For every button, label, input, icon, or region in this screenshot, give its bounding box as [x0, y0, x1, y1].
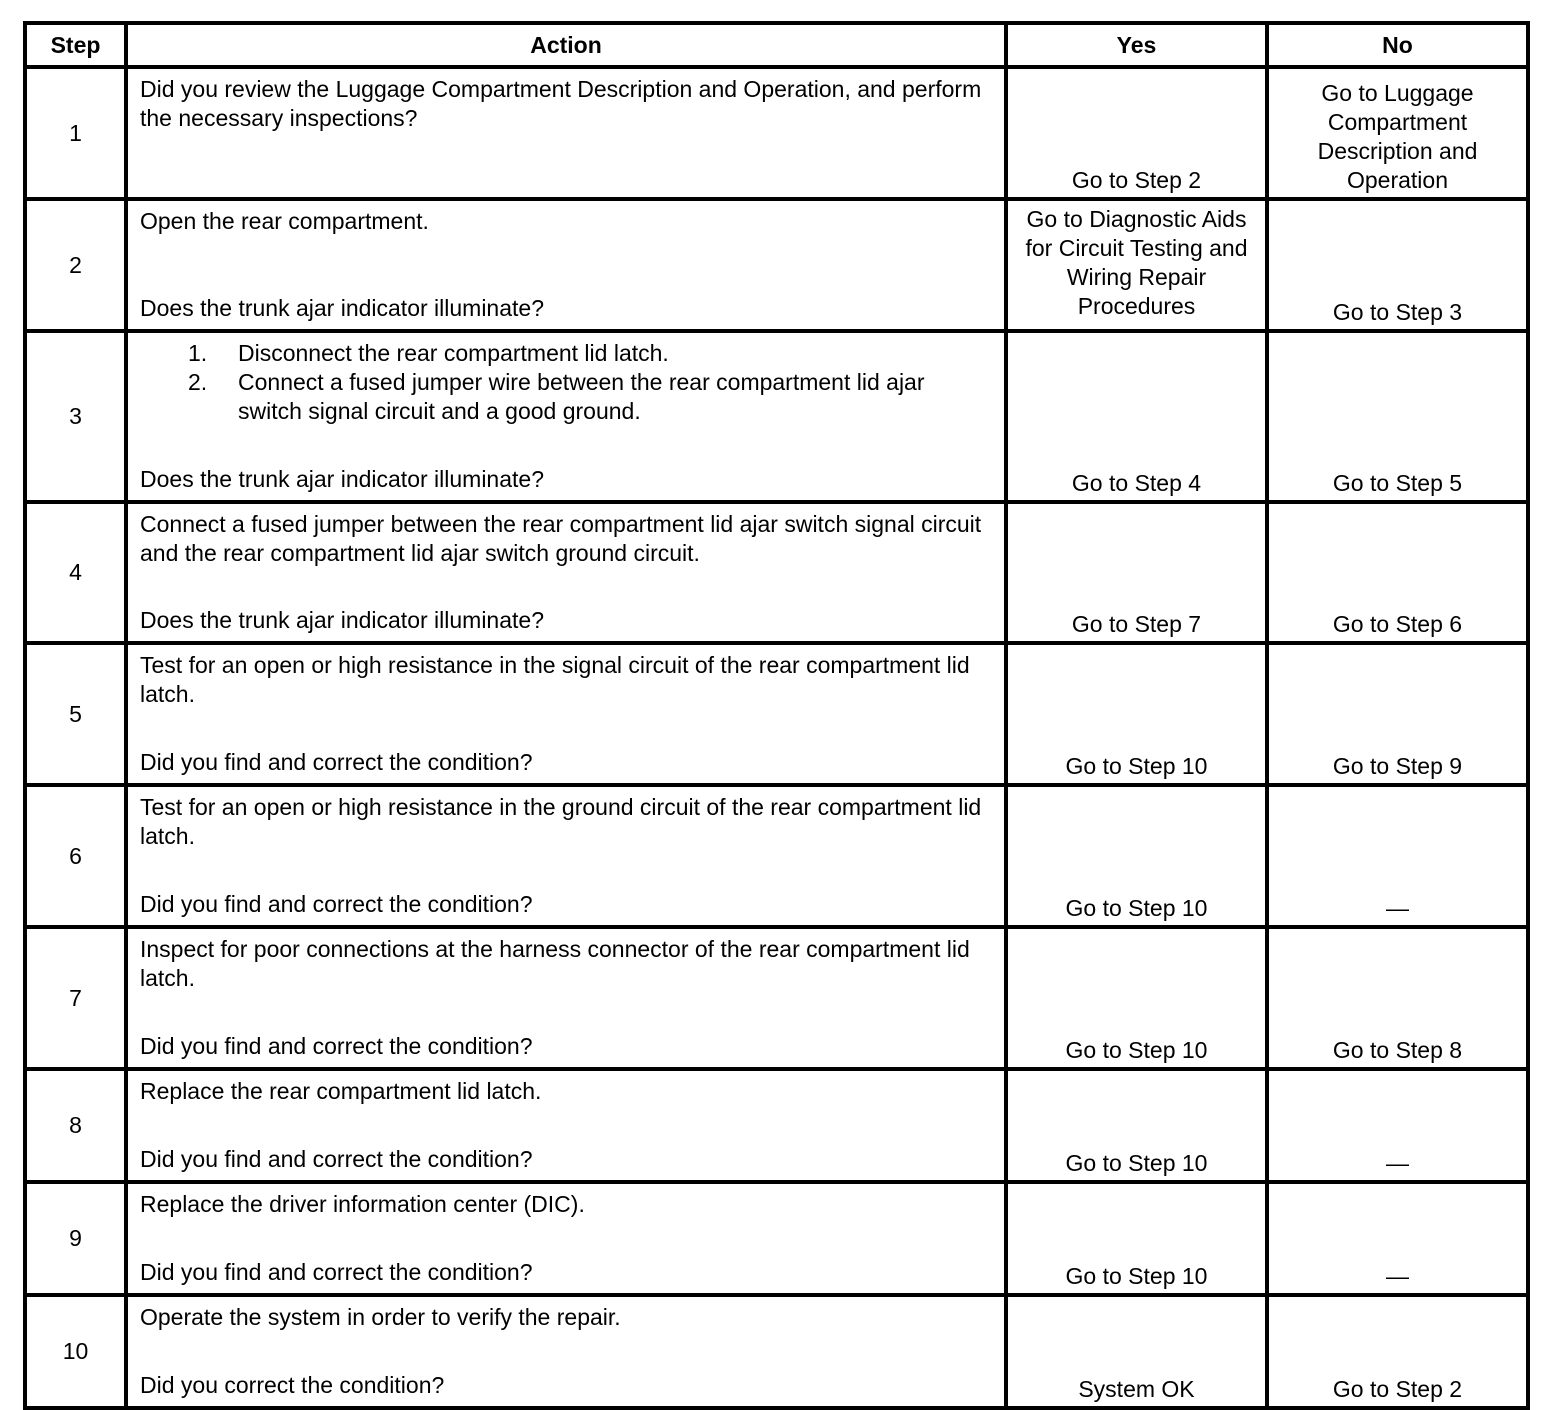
table-row	[25, 1295, 1528, 1408]
action-question: Did you correct the condition?	[140, 1372, 445, 1398]
table-row	[25, 643, 1528, 785]
no-result: Go to Step 9	[1267, 643, 1528, 785]
no-result: —	[1267, 785, 1528, 927]
action-cell	[126, 1295, 1006, 1408]
list-item	[188, 339, 992, 368]
table-row	[25, 927, 1528, 1069]
header-action: Action	[126, 23, 1006, 67]
no-result: Go to Step 8	[1267, 927, 1528, 1069]
step-number: 10	[25, 1295, 126, 1408]
step-number: 8	[25, 1069, 126, 1182]
action-cell	[126, 927, 1006, 1069]
table-row	[25, 1069, 1528, 1182]
yes-result: Go to Step 2	[1006, 67, 1267, 199]
step-number: 5	[25, 643, 126, 785]
action-question: Did you find and correct the condition?	[140, 1146, 533, 1172]
action-question: Did you find and correct the condition?	[140, 749, 533, 775]
action-steps-list	[140, 339, 992, 426]
action-text: Operate the system in order to verify the repair.	[140, 1304, 621, 1330]
yes-result: Go to Step 10	[1006, 785, 1267, 927]
action-text: Inspect for poor connections at the harness connector of the rear compartment lid latch.	[140, 936, 970, 991]
yes-result: Go to Step 7	[1006, 502, 1267, 643]
header-row	[25, 23, 1528, 67]
no-result: —	[1267, 1069, 1528, 1182]
action-text: Connect a fused jumper between the rear compartment lid ajar switch signal circuit and the rear compartment lid ajar switch ground circuit.	[140, 511, 982, 566]
action-cell	[126, 199, 1006, 331]
step-number: 3	[25, 331, 126, 502]
table-row	[25, 502, 1528, 643]
no-result: Go to Step 6	[1267, 502, 1528, 643]
yes-result: Go to Diagnostic Aids for Circuit Testing and Wiring Repair Procedures	[1006, 199, 1267, 331]
list-number: 2.	[188, 369, 208, 395]
step-number: 7	[25, 927, 126, 1069]
list-item	[188, 368, 992, 426]
list-text: Connect a fused jumper wire between the rear compartment lid ajar switch signal circuit and a good ground.	[238, 369, 925, 424]
action-cell	[126, 331, 1006, 502]
table-row	[25, 199, 1528, 331]
header-step: Step	[25, 23, 126, 67]
action-cell	[126, 785, 1006, 927]
action-text: Replace the driver information center (DIC).	[140, 1191, 585, 1217]
action-text: Open the rear compartment.	[140, 208, 429, 234]
no-result: Go to Step 5	[1267, 331, 1528, 502]
no-result: Go to Luggage Compartment Description and Operation	[1267, 67, 1528, 199]
table-row	[25, 67, 1528, 199]
action-cell	[126, 67, 1006, 199]
yes-result: Go to Step 10	[1006, 1182, 1267, 1295]
step-number: 1	[25, 67, 126, 199]
yes-result: Go to Step 10	[1006, 643, 1267, 785]
action-cell	[126, 1069, 1006, 1182]
action-question: Does the trunk ajar indicator illuminate?	[140, 466, 544, 492]
step-number: 9	[25, 1182, 126, 1295]
action-question: Did you find and correct the condition?	[140, 1259, 533, 1285]
yes-result: Go to Step 10	[1006, 927, 1267, 1069]
no-result: Go to Step 2	[1267, 1295, 1528, 1408]
no-result: Go to Step 3	[1267, 199, 1528, 331]
diagnostic-table	[23, 21, 1530, 1410]
yes-result: System OK	[1006, 1295, 1267, 1408]
header-yes: Yes	[1006, 23, 1267, 67]
table-row	[25, 1182, 1528, 1295]
action-cell	[126, 502, 1006, 643]
action-text: Replace the rear compartment lid latch.	[140, 1078, 542, 1104]
action-question: Did you find and correct the condition?	[140, 891, 533, 917]
header-no: No	[1267, 23, 1528, 67]
list-text: Disconnect the rear compartment lid latch.	[238, 340, 669, 366]
action-question: Did you find and correct the condition?	[140, 1033, 533, 1059]
list-number: 1.	[188, 340, 208, 366]
step-number: 4	[25, 502, 126, 643]
action-cell	[126, 1182, 1006, 1295]
table-row	[25, 331, 1528, 502]
action-question: Does the trunk ajar indicator illuminate?	[140, 607, 544, 633]
action-text: Test for an open or high resistance in the signal circuit of the rear compartment lid latch.	[140, 652, 970, 707]
action-text: Test for an open or high resistance in the ground circuit of the rear compartment lid latch.	[140, 794, 982, 849]
yes-result: Go to Step 10	[1006, 1069, 1267, 1182]
action-cell	[126, 643, 1006, 785]
step-number: 6	[25, 785, 126, 927]
action-question: Does the trunk ajar indicator illuminate?	[140, 295, 544, 321]
no-result: —	[1267, 1182, 1528, 1295]
step-number: 2	[25, 199, 126, 331]
table-row	[25, 785, 1528, 927]
action-text: Did you review the Luggage Compartment Description and Operation, and perform the necessary inspections?	[140, 76, 982, 131]
yes-result: Go to Step 4	[1006, 331, 1267, 502]
